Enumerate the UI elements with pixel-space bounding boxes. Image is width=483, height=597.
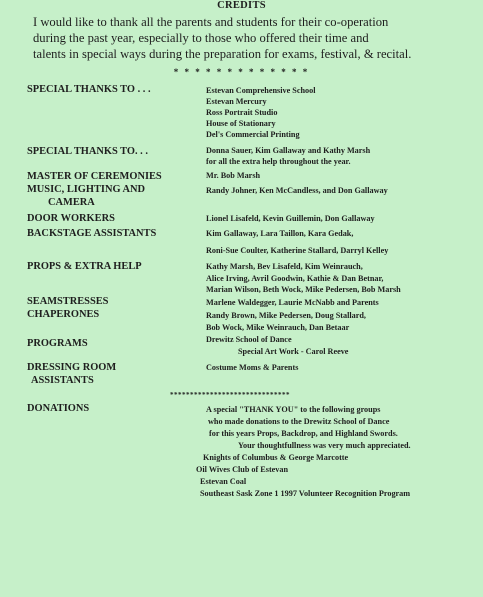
credit-line: Kim Gallaway, Lara Taillon, Kara Gedak, xyxy=(206,229,354,238)
credit-line: Del's Commercial Printing xyxy=(206,130,300,139)
credit-line: Your thoughtfullness was very much appreciated. xyxy=(238,441,411,450)
credit-line: Estevan Comprehensive School xyxy=(206,86,316,95)
section-label-door: DOOR WORKERS xyxy=(27,213,115,224)
section-label-chaperones: CHAPERONES xyxy=(27,309,100,320)
credit-line: Drewitz School of Dance xyxy=(206,335,292,344)
credit-line: Special Art Work - Carol Reeve xyxy=(238,347,349,356)
credit-line: Estevan Coal xyxy=(200,477,247,486)
intro-line: I would like to thank all the parents and students for their co-operation xyxy=(33,15,389,29)
credit-line: Randy Johner, Ken McCandless, and Don Gallaway xyxy=(206,186,388,195)
intro-line: talents in special ways during the preparation for exams, festival, & recital. xyxy=(33,47,412,61)
intro-paragraph xyxy=(33,14,463,62)
section-label-backstage: BACKSTAGE ASSISTANTS xyxy=(27,228,157,239)
credit-line: Oil Wives Club of Estevan xyxy=(196,465,289,474)
credit-line: A special "THANK YOU" to the following groups xyxy=(206,405,381,414)
star-divider: * * * * * * * * * * * * * xyxy=(173,67,310,77)
credit-line: Estevan Mercury xyxy=(206,97,267,106)
credit-line: for this years Props, Backdrop, and Highland Swords. xyxy=(209,429,398,438)
credit-line: Bob Wock, Mike Weinrauch, Dan Betaar xyxy=(206,323,350,332)
credit-line: for all the extra help throughout the year. xyxy=(206,157,351,166)
section-label-music: MUSIC, LIGHTING AND xyxy=(27,184,146,195)
credit-line: Randy Brown, Mike Pedersen, Doug Stallard, xyxy=(206,311,366,320)
credit-line: Knights of Columbus & George Marcotte xyxy=(203,453,349,462)
section-label-dressing-room: DRESSING ROOM xyxy=(27,362,117,373)
credit-line: House of Stationary xyxy=(206,119,276,128)
section-label-donations: DONATIONS xyxy=(27,403,90,414)
credit-line: Kathy Marsh, Bev Lisafeld, Kim Weinrauch, xyxy=(206,262,363,271)
section-label-seamstresses: SEAMSTRESSES xyxy=(27,296,109,307)
credit-line: Alice Irving, Avril Goodwin, Kathie & Dan Betnar, xyxy=(206,274,384,283)
credit-line: Marlene Waldegger, Laurie McNabb and Parents xyxy=(206,298,379,307)
credit-line: Ross Portrait Studio xyxy=(206,108,278,117)
credit-line: Lionel Lisafeld, Kevin Guillemin, Don Gallaway xyxy=(206,214,375,223)
credit-line: Costume Moms & Parents xyxy=(206,363,299,372)
section-label-dressing-room-2: ASSISTANTS xyxy=(31,375,94,386)
credit-line: Donna Sauer, Kim Gallaway and Kathy Marsh xyxy=(206,146,371,155)
credit-line: Mr. Bob Marsh xyxy=(206,171,261,180)
credit-line: who made donations to the Drewitz School of Dance xyxy=(208,417,390,426)
credit-line: Southeast Sask Zone 1 1997 Volunteer Recognition Program xyxy=(200,489,411,498)
page-title: CREDITS xyxy=(217,0,266,11)
star-divider: ****************************** xyxy=(170,391,290,399)
intro-line: during the past year, especially to those who offered their time and xyxy=(33,31,369,45)
section-label-props: PROPS & EXTRA HELP xyxy=(27,261,142,272)
section-label-special-thanks-2: SPECIAL THANKS TO. . . xyxy=(27,146,148,157)
credit-line: Roni-Sue Coulter, Katherine Stallard, Darryl Kelley xyxy=(206,246,389,255)
section-label-music-2: CAMERA xyxy=(48,197,95,208)
section-label-programs: PROGRAMS xyxy=(27,338,88,349)
section-label-special-thanks: SPECIAL THANKS TO . . . xyxy=(27,84,151,95)
credit-line: Marian Wilson, Beth Wock, Mike Pedersen, Bob Marsh xyxy=(206,285,401,294)
section-label-master: MASTER OF CEREMONIES xyxy=(27,171,162,182)
